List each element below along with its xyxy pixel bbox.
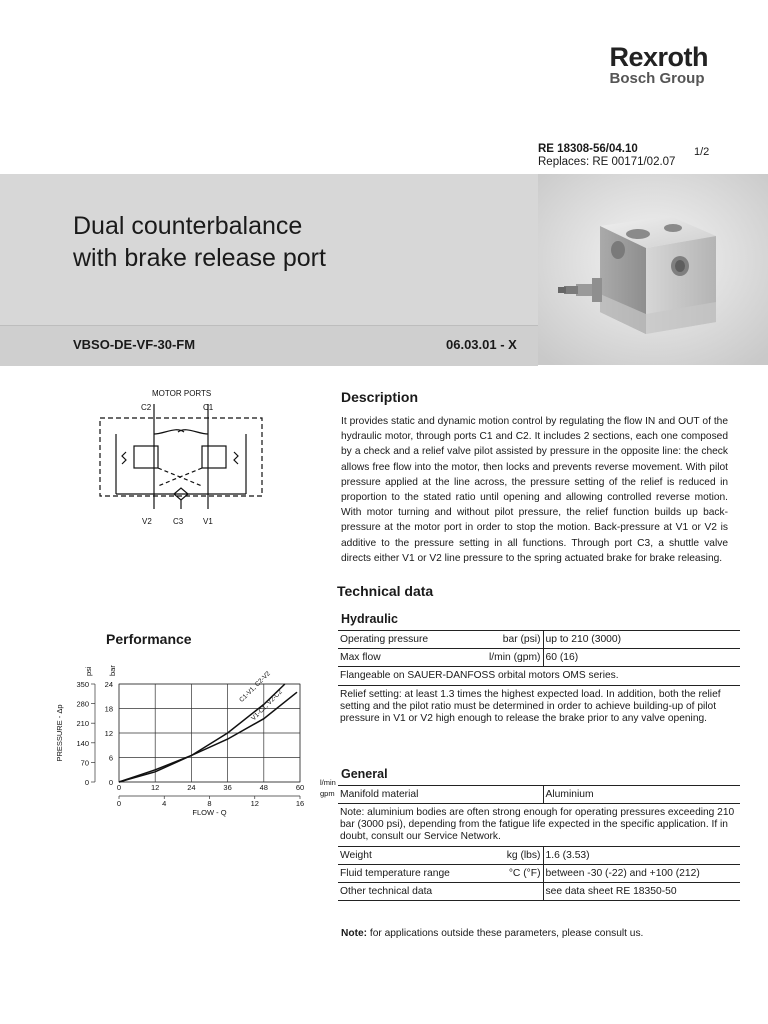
y2-tick-label: 140 xyxy=(76,738,89,748)
port-label: C3 xyxy=(173,517,184,526)
x2-tick-label: 12 xyxy=(250,799,259,808)
technical-data-heading: Technical data xyxy=(337,583,434,599)
row-label: Operating pressure xyxy=(340,634,429,645)
model-series: 06.03.01 - X xyxy=(446,337,517,352)
row-value: see data sheet RE 18350-50 xyxy=(545,886,677,897)
port-label: C2 xyxy=(141,403,152,412)
series-label: V1-C1, V2-C2 xyxy=(250,688,284,723)
series-label: C1-V1, C2-V2 xyxy=(238,670,272,704)
x-axis-label: FLOW - Q xyxy=(192,808,227,817)
row-value: 1.6 (3.53) xyxy=(545,850,590,861)
y2-tick-label: 210 xyxy=(76,719,89,729)
port-label: C1 xyxy=(203,403,214,412)
row-label: Weight xyxy=(340,850,372,861)
table-row xyxy=(338,667,740,686)
y-tick-label: 18 xyxy=(104,704,113,714)
row-value: up to 210 (3000) xyxy=(545,634,622,645)
footnote xyxy=(341,928,741,940)
footnote-text: for applications outside these parameters, please consult us. xyxy=(367,928,644,939)
y-tick-label: 6 xyxy=(108,753,113,763)
y-unit-secondary: psi xyxy=(84,666,93,676)
port-label: V1 xyxy=(203,517,213,526)
footnote-label: Note: xyxy=(341,928,368,939)
brand-logo xyxy=(609,44,708,87)
model-code: VBSO-DE-VF-30-FM xyxy=(73,337,196,352)
x-tick-label: 60 xyxy=(295,783,305,792)
row-unit: °C (°F) xyxy=(471,865,543,883)
relief-note: Relief setting: at least 1.3 times the highest expected load. In addition, both the relief setting and the pilot ratio must be determined in order to achieve building-up of pilot pressure in V1 or V2 high enough to release the brake prior to any valve opening. xyxy=(340,689,721,724)
product-photo xyxy=(538,174,768,365)
row-unit: kg (lbs) xyxy=(471,847,543,865)
row-value: between -30 (-22) and +100 (212) xyxy=(545,868,700,879)
y2-tick-label: 0 xyxy=(84,778,89,787)
schematic-header: MOTOR PORTS xyxy=(152,389,212,398)
performance-chart xyxy=(52,660,342,822)
y-unit-primary: bar xyxy=(108,665,117,676)
port-label: V2 xyxy=(142,517,152,526)
table-row xyxy=(338,686,740,729)
hydraulic-heading: Hydraulic xyxy=(341,612,398,626)
row-label: Manifold material xyxy=(338,786,543,804)
row-unit: l/min (gpm) xyxy=(471,649,543,667)
row-label: Other technical data xyxy=(340,886,433,897)
document-reference xyxy=(538,143,675,169)
page-title xyxy=(73,210,326,274)
hydraulic-table xyxy=(338,630,740,728)
x2-tick-label: 0 xyxy=(116,799,122,808)
y2-tick-label: 280 xyxy=(76,699,89,709)
y-tick-label: 24 xyxy=(104,680,113,689)
x2-tick-label: 8 xyxy=(207,799,212,808)
row-label: Fluid temperature range xyxy=(340,868,450,879)
table-row xyxy=(338,804,740,847)
brand-group: Bosch Group xyxy=(609,70,705,87)
y-tick-label: 0 xyxy=(108,778,113,787)
hydraulic-schematic xyxy=(96,386,266,528)
x2-tick-label: 16 xyxy=(295,799,305,808)
x-tick-label: 48 xyxy=(259,783,268,792)
y-tick-label: 12 xyxy=(104,729,113,738)
page-number: 1/2 xyxy=(694,146,710,158)
description-heading: Description xyxy=(341,389,419,405)
row-label: Max flow xyxy=(340,652,381,663)
title-line-2: with brake release port xyxy=(73,244,326,272)
general-table xyxy=(338,785,740,901)
flange-note: Flangeable on SAUER-DANFOSS orbital motors OMS series. xyxy=(340,670,619,681)
table-row xyxy=(338,883,740,901)
row-value: Aluminium xyxy=(545,789,594,800)
doc-ref-number: RE 18308-56/04.10 xyxy=(538,143,638,155)
table-row xyxy=(338,865,740,883)
title-line-1: Dual counterbalance xyxy=(73,212,303,240)
x-unit-primary: l/min xyxy=(320,778,336,787)
row-unit xyxy=(471,883,543,901)
doc-replaces: Replaces: RE 00171/02.07 xyxy=(538,156,676,168)
row-value: 60 (16) xyxy=(545,652,579,663)
general-heading: General xyxy=(341,767,388,781)
x-tick-label: 12 xyxy=(151,783,160,792)
table-row xyxy=(338,786,740,804)
y2-tick-label: 350 xyxy=(76,680,89,689)
aluminium-note: Note: aluminium bodies are often strong enough for operating pressures exceeding 210 bar (3000 psi), depending from the fatigue life expected in the specific application. If in doubt, consult our Service Network. xyxy=(340,807,735,842)
y2-tick-label: 70 xyxy=(80,758,89,768)
x-tick-label: 36 xyxy=(223,783,232,792)
y-axis-label: PRESSURE - Δp xyxy=(55,704,64,762)
x-unit-secondary: gpm xyxy=(320,789,335,798)
brand-name: Rexroth xyxy=(609,42,708,72)
x2-tick-label: 4 xyxy=(162,799,167,808)
table-row xyxy=(338,631,740,649)
performance-heading: Performance xyxy=(106,631,192,647)
x-tick-label: 0 xyxy=(116,783,122,792)
row-unit: bar (psi) xyxy=(471,631,543,649)
table-row xyxy=(338,649,740,667)
description-text: It provides static and dynamic motion control by regulating the flow IN and OUT of the hydraulic motor, through ports C1 and C2. It includes 2 sections, each one composed by a check and a relief valve pilot assisted by pressure in the opposite line: the check allows free flow into the motor, then locks and prevents reverse movement. With pilot pressure applied at the line across, the pressure setting of the relief is reduced in proportion to the stated ratio until opening and allowing controlled reverse motion. With motor turning and without pilot pressure, the relief function builds up back-pressure at the motor port in order to stop the motion. Back-pressure at V1 or V2 is additive to the pressure setting in all functions. Through port C3, a shuttle valve directs either V1 or V2 line pressure to the spring actuated brake for brake releasing. xyxy=(341,416,728,564)
x-tick-label: 24 xyxy=(187,783,196,792)
table-row xyxy=(338,847,740,865)
